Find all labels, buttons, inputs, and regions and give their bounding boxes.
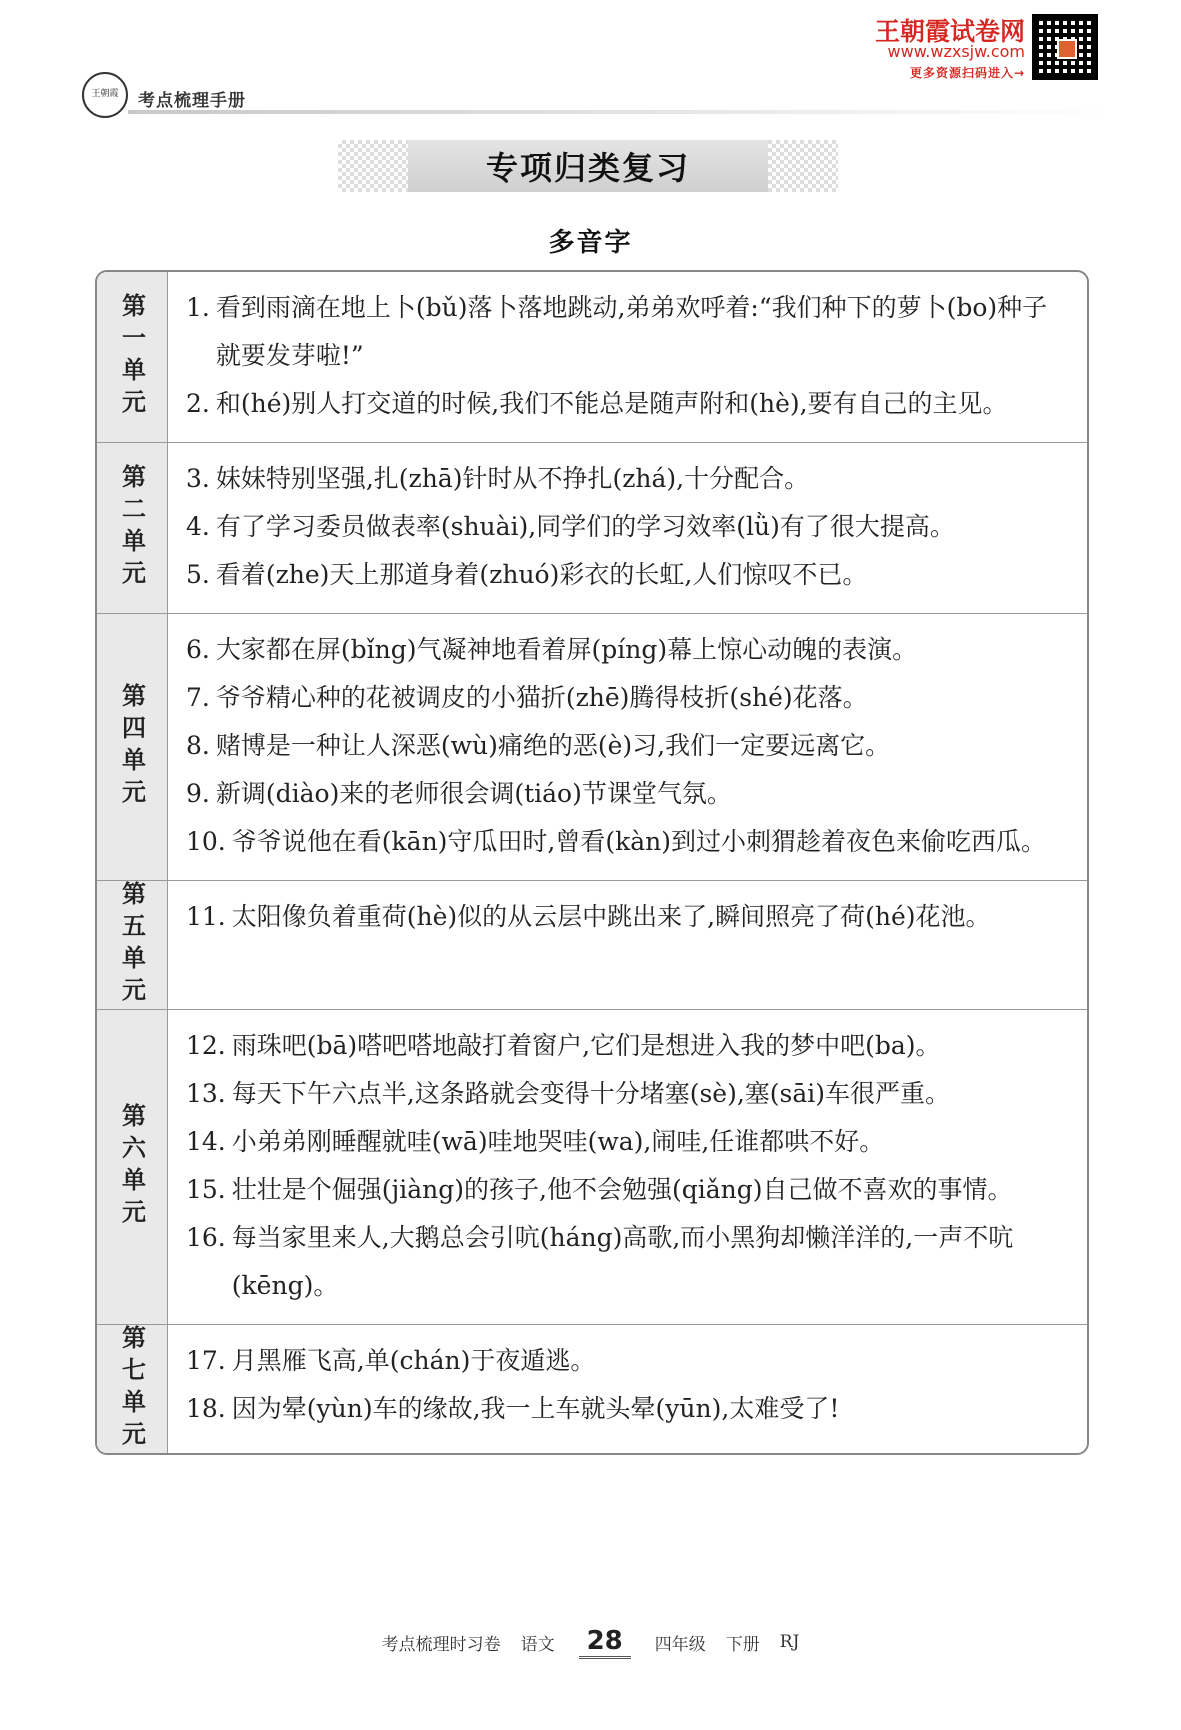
question-text: 太阳像负着重荷(hè)似的从云层中跳出来了,瞬间照亮了荷(hé)花池。 xyxy=(231,902,991,931)
question-text: 每当家里来人,大鹅总会引吭(háng)高歌,而小黑狗却懒洋洋的,一声不吭(kēng)。 xyxy=(231,1223,1014,1300)
question-text: 小弟弟刚睡醒就哇(wā)哇地哭哇(wa),闹哇,任谁都哄不好。 xyxy=(231,1127,885,1156)
question-number: 2. xyxy=(186,389,210,418)
unit-label: 第七单元 xyxy=(117,1325,146,1453)
footer-series: 考点梳理时习卷 xyxy=(381,1634,501,1655)
unit-items xyxy=(168,1325,1087,1453)
question-item xyxy=(186,1337,1071,1385)
question-number: 15. xyxy=(186,1175,226,1204)
question-number: 12. xyxy=(186,1031,226,1060)
question-item xyxy=(186,1118,1071,1166)
review-table xyxy=(95,270,1089,1455)
unit-items xyxy=(168,272,1087,442)
footer-volume: 下册 xyxy=(725,1634,760,1655)
question-text: 看到雨滴在地上卜(bǔ)落卜落地跳动,弟弟欢呼着:“我们种下的萝卜(bo)种子就要发芽啦!” xyxy=(215,293,1048,370)
question-item xyxy=(186,380,1071,428)
question-text: 月黑雁飞高,单(chán)于夜遁逃。 xyxy=(231,1346,596,1375)
question-item xyxy=(186,551,1071,599)
book-logo xyxy=(82,72,128,118)
question-text: 每天下午六点半,这条路就会变得十分堵塞(sè),塞(sāi)车很严重。 xyxy=(231,1079,951,1108)
question-text: 大家都在屏(bǐng)气凝神地看着屏(píng)幕上惊心动魄的表演。 xyxy=(215,635,918,664)
unit-row xyxy=(97,1009,1087,1324)
question-number: 4. xyxy=(186,512,210,541)
unit-row xyxy=(97,442,1087,613)
brand-slogan: 更多资源扫码进入→ xyxy=(909,66,1025,80)
footer-edition: RJ xyxy=(779,1632,800,1652)
question-text: 爷爷说他在看(kān)守瓜田时,曾看(kàn)到过小刺猬趁着夜色来偷吃西瓜。 xyxy=(231,827,1047,856)
question-item xyxy=(186,722,1071,770)
question-item xyxy=(186,1214,1071,1310)
unit-row xyxy=(97,613,1087,880)
unit-items xyxy=(168,614,1087,880)
question-item xyxy=(186,818,1071,866)
question-item xyxy=(186,1022,1071,1070)
question-number: 18. xyxy=(186,1394,226,1423)
question-item xyxy=(186,455,1071,503)
page-subtitle: 多音字 xyxy=(548,228,633,258)
unit-items xyxy=(168,443,1087,613)
unit-label-cell xyxy=(97,443,168,613)
question-number: 16. xyxy=(186,1223,226,1252)
unit-label: 第五单元 xyxy=(117,881,146,1009)
brand-block xyxy=(850,12,1130,82)
question-text: 雨珠吧(bā)嗒吧嗒地敲打着窗户,它们是想进入我的梦中吧(ba)。 xyxy=(231,1031,941,1060)
unit-label: 第六单元 xyxy=(117,1103,146,1231)
unit-row xyxy=(97,272,1087,442)
logo-text: 王朝霞 xyxy=(91,89,119,100)
question-number: 6. xyxy=(186,635,210,664)
footer-subject: 语文 xyxy=(520,1634,555,1655)
unit-items xyxy=(168,881,1087,1009)
section-banner xyxy=(338,140,838,192)
page-footer xyxy=(0,1622,1181,1662)
question-number: 5. xyxy=(186,560,210,589)
question-text: 因为晕(yùn)车的缘故,我一上车就头晕(yūn),太难受了! xyxy=(231,1394,840,1423)
question-number: 17. xyxy=(186,1346,226,1375)
question-number: 13. xyxy=(186,1079,226,1108)
question-text: 看着(zhe)天上那道身着(zhuó)彩衣的长虹,人们惊叹不已。 xyxy=(215,560,868,589)
question-item xyxy=(186,626,1071,674)
question-text: 壮壮是个倔强(jiàng)的孩子,他不会勉强(qiǎng)自己做不喜欢的事情。 xyxy=(231,1175,1013,1204)
unit-row xyxy=(97,880,1087,1009)
question-item xyxy=(186,893,1071,941)
unit-label: 第一单元 xyxy=(117,293,146,421)
question-number: 3. xyxy=(186,464,210,493)
question-number: 8. xyxy=(186,731,210,760)
brand-name: 王朝霞试卷网 xyxy=(874,17,1025,46)
question-number: 9. xyxy=(186,779,210,808)
question-number: 7. xyxy=(186,683,210,712)
question-number: 11. xyxy=(186,902,226,931)
question-number: 1. xyxy=(186,293,210,322)
question-item xyxy=(186,770,1071,818)
page-number: 28 xyxy=(579,1626,631,1659)
question-item xyxy=(186,503,1071,551)
question-number: 10. xyxy=(186,827,226,856)
question-item xyxy=(186,1070,1071,1118)
section-title: 专项归类复习 xyxy=(408,140,768,192)
header-title: 考点梳理手册 xyxy=(138,91,246,111)
header-rule xyxy=(128,110,1108,114)
question-number: 14. xyxy=(186,1127,226,1156)
unit-label: 第二单元 xyxy=(117,464,146,592)
unit-label-cell xyxy=(97,1010,168,1324)
unit-label-cell xyxy=(97,272,168,442)
question-text: 赌博是一种让人深恶(wù)痛绝的恶(è)习,我们一定要远离它。 xyxy=(215,731,891,760)
unit-label-cell xyxy=(97,1325,168,1453)
question-item xyxy=(186,1385,1071,1433)
unit-items xyxy=(168,1010,1087,1324)
question-text: 有了学习委员做表率(shuài),同学们的学习效率(lǜ)有了很大提高。 xyxy=(215,512,955,541)
question-text: 爷爷精心种的花被调皮的小猫折(zhē)腾得枝折(shé)花落。 xyxy=(215,683,868,712)
question-item xyxy=(186,674,1071,722)
question-item xyxy=(186,284,1071,380)
question-text: 和(hé)别人打交道的时候,我们不能总是随声附和(hè),要有自己的主见。 xyxy=(215,389,1008,418)
qr-code-icon[interactable] xyxy=(1032,14,1098,80)
unit-row xyxy=(97,1324,1087,1453)
footer-grade: 四年级 xyxy=(654,1634,706,1655)
question-text: 妹妹特别坚强,扎(zhā)针时从不挣扎(zhá),十分配合。 xyxy=(215,464,810,493)
unit-label-cell xyxy=(97,881,168,1009)
brand-url[interactable]: www.wzxsjw.com xyxy=(887,42,1025,61)
question-item xyxy=(186,1166,1071,1214)
unit-label-cell xyxy=(97,614,168,880)
question-text: 新调(diào)来的老师很会调(tiáo)节课堂气氛。 xyxy=(215,779,732,808)
unit-label: 第四单元 xyxy=(117,683,146,811)
